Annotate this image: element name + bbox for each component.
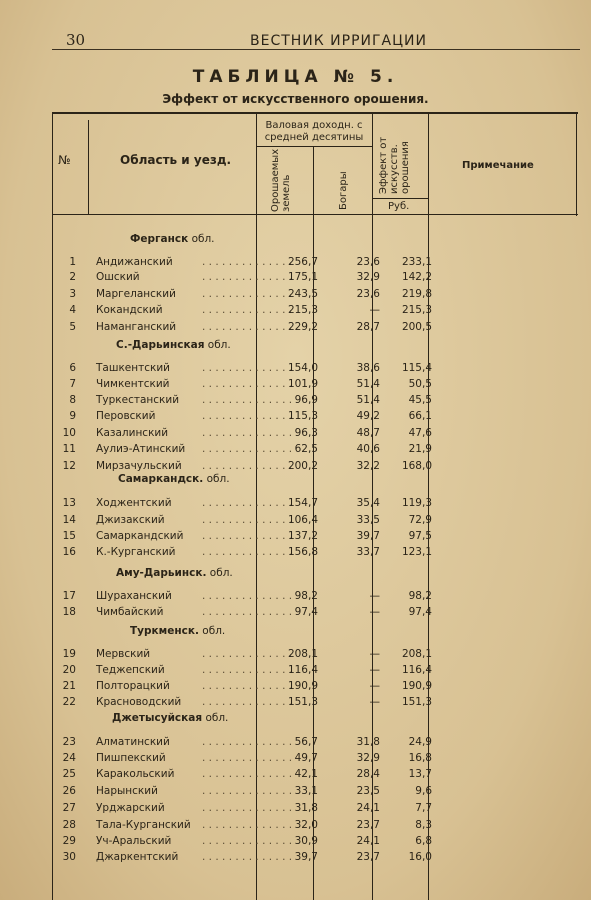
bogara-income: 28,7 — [356, 321, 380, 333]
district-name: Нарынский — [96, 785, 158, 797]
irrigation-effect: 208,1 — [401, 648, 432, 660]
group-heading — [116, 567, 233, 579]
table-row — [52, 851, 576, 867]
leader-dots: . . . . . . . . . . . . . . — [202, 590, 293, 602]
irrigated-income: 200,2 — [287, 460, 318, 472]
bogara-income: 40,6 — [356, 443, 380, 455]
bogara-income: 23,6 — [356, 256, 380, 268]
leader-dots: . . . . . . . . . . . . . . — [202, 606, 293, 618]
irrigated-income: 33,1 — [294, 785, 318, 797]
bogara-income: 32,2 — [356, 460, 380, 472]
leader-dots: . . . . . . . . . . . . . . — [202, 394, 293, 406]
irrigated-income: 175,1 — [287, 271, 318, 283]
row-number: 17 — [62, 590, 76, 602]
row-number: 12 — [62, 460, 76, 472]
irrigated-income: 62,5 — [294, 443, 318, 455]
bogara-income: 32,9 — [356, 752, 380, 764]
row-number: 7 — [69, 378, 76, 390]
leader-dots: . . . . . . . . . . . . . . — [202, 443, 293, 455]
leader-dots: . . . . . . . . . . . . . . — [202, 696, 293, 708]
leader-dots: . . . . . . . . . . . . . . — [202, 768, 293, 780]
irrigated-income: 116,4 — [287, 664, 318, 676]
bogara-income: 28,4 — [356, 768, 380, 780]
row-number: 26 — [62, 785, 76, 797]
district-name: Чимбайский — [96, 606, 164, 618]
irrigation-effect: 16,0 — [408, 851, 432, 863]
bogara-income: 51,4 — [356, 394, 380, 406]
row-number: 6 — [69, 362, 76, 374]
gross-subhead-rule — [256, 146, 372, 147]
district-name: Урджарский — [96, 802, 165, 814]
irrigation-effect: 168,0 — [401, 460, 432, 472]
leader-dots: . . . . . . . . . . . . . . — [202, 362, 293, 374]
district-name: Ошский — [96, 271, 140, 283]
bogara-income: 33,5 — [356, 514, 380, 526]
irrigated-income: 256,7 — [287, 256, 318, 268]
row-number: 29 — [62, 835, 76, 847]
leader-dots: . . . . . . . . . . . . . . — [202, 304, 293, 316]
table-row — [52, 362, 576, 378]
district-name: Алматинский — [96, 736, 170, 748]
district-name: Андижанский — [96, 256, 173, 268]
row-number: 4 — [69, 304, 76, 316]
table-row — [52, 394, 576, 410]
group-suffix: обл. — [203, 473, 230, 485]
row-number: 11 — [62, 443, 76, 455]
row-number: 18 — [62, 606, 76, 618]
leader-dots: . . . . . . . . . . . . . . — [202, 785, 293, 797]
bogara-income: 24,1 — [356, 802, 380, 814]
irrigation-effect: 97,4 — [408, 606, 432, 618]
district-name: Ходжентский — [96, 497, 172, 509]
district-name: Пишпекский — [96, 752, 166, 764]
irrigated-income: 98,2 — [294, 590, 318, 602]
header-region: Область и уезд. — [120, 153, 232, 167]
table-title: ТАБЛИЦА № 5. — [192, 67, 399, 87]
leader-dots: . . . . . . . . . . . . . . — [202, 410, 293, 422]
header-gross-income: Валовая доходн. с средней десятины — [264, 120, 364, 143]
irrigation-effect: 47,6 — [408, 427, 432, 439]
table-row — [52, 256, 576, 272]
leader-dots: . . . . . . . . . . . . . . — [202, 546, 293, 558]
district-name: Ташкентский — [96, 362, 171, 374]
header-bogara — [338, 171, 349, 210]
row-number: 2 — [69, 271, 76, 283]
irrigation-effect: 9,6 — [415, 785, 432, 797]
irrigated-income: 96,3 — [294, 427, 318, 439]
district-name: Маргеланский — [96, 288, 176, 300]
row-number: 3 — [69, 288, 76, 300]
irrigation-effect: 66,1 — [408, 410, 432, 422]
table-row — [52, 785, 576, 801]
group-title: Туркменск. — [130, 625, 199, 637]
header-rule — [52, 49, 580, 50]
bogara-income: 51,4 — [356, 378, 380, 390]
table-right-rule — [576, 112, 577, 216]
irrigated-income: 137,2 — [287, 530, 318, 542]
irrigated-income: 32,0 — [294, 819, 318, 831]
table-row — [52, 271, 576, 287]
district-name: Уч-Аральский — [96, 835, 172, 847]
bogara-income: 49,2 — [356, 410, 380, 422]
district-name: Каракольский — [96, 768, 175, 780]
irrigation-effect: 123,1 — [401, 546, 432, 558]
group-title: С.-Дарьинская — [116, 339, 205, 351]
leader-dots: . . . . . . . . . . . . . . — [202, 648, 293, 660]
row-number: 24 — [62, 752, 76, 764]
group-title: Аму-Дарьинск. — [116, 567, 207, 579]
district-name: Джизакский — [96, 514, 165, 526]
bogara-income: — — [369, 606, 380, 618]
bogara-income: 39,7 — [356, 530, 380, 542]
row-number: 21 — [62, 680, 76, 692]
irrigated-income: 42,1 — [294, 768, 318, 780]
bogara-income: 31,8 — [356, 736, 380, 748]
irrigation-effect: 233,1 — [401, 256, 432, 268]
leader-dots: . . . . . . . . . . . . . . — [202, 378, 293, 390]
district-name: Красноводский — [96, 696, 182, 708]
row-number: 27 — [62, 802, 76, 814]
row-number: 9 — [69, 410, 76, 422]
group-suffix: обл. — [206, 567, 233, 579]
irrigated-income: 49,7 — [294, 752, 318, 764]
irrigated-income: 39,7 — [294, 851, 318, 863]
header-bogara-label: Богары — [338, 171, 349, 210]
header-irrigated-label: Орошаемых земель — [270, 148, 292, 212]
header-effect — [378, 122, 411, 194]
leader-dots: . . . . . . . . . . . . . . — [202, 427, 293, 439]
leader-dots: . . . . . . . . . . . . . . — [202, 802, 293, 814]
irrigation-effect: 200,5 — [401, 321, 432, 333]
table-row — [52, 590, 576, 606]
bogara-income: — — [369, 696, 380, 708]
row-number: 28 — [62, 819, 76, 831]
leader-dots: . . . . . . . . . . . . . . — [202, 819, 293, 831]
leader-dots: . . . . . . . . . . . . . . — [202, 460, 293, 472]
leader-dots: . . . . . . . . . . . . . . — [202, 288, 293, 300]
header-no: № — [58, 153, 71, 167]
district-name: Наманганский — [96, 321, 177, 333]
group-heading — [118, 473, 230, 485]
irrigation-effect: 98,2 — [408, 590, 432, 602]
row-number: 10 — [62, 427, 76, 439]
row-number: 19 — [62, 648, 76, 660]
irrigation-effect: 50,5 — [408, 378, 432, 390]
row-number: 15 — [62, 530, 76, 542]
district-name: Чимкентский — [96, 378, 170, 390]
table-row — [52, 696, 576, 712]
table-row — [52, 530, 576, 546]
district-name: Тала-Курганский — [96, 819, 191, 831]
group-heading — [130, 625, 225, 637]
district-name: К.-Курганский — [96, 546, 176, 558]
district-name: Теджепский — [96, 664, 165, 676]
bogara-income: — — [369, 680, 380, 692]
row-number: 23 — [62, 736, 76, 748]
irrigation-effect: 21,9 — [408, 443, 432, 455]
group-suffix: обл. — [198, 625, 226, 637]
table-row — [52, 427, 576, 443]
irrigation-effect: 219,8 — [401, 288, 432, 300]
bogara-income: — — [369, 648, 380, 660]
leader-dots: . . . . . . . . . . . . . . — [202, 680, 293, 692]
irrigation-effect: 151,3 — [401, 696, 432, 708]
irrigated-income: 154,7 — [287, 497, 318, 509]
leader-dots: . . . . . . . . . . . . . . — [202, 530, 293, 542]
group-suffix: обл. — [204, 339, 231, 351]
table-row — [52, 664, 576, 680]
bogara-income: 23,7 — [356, 851, 380, 863]
table-row — [52, 321, 576, 337]
irrigation-effect: 24,9 — [408, 736, 432, 748]
row-number: 13 — [62, 497, 76, 509]
row-number: 1 — [69, 256, 76, 268]
bogara-income: 23,5 — [356, 785, 380, 797]
header-effect-label: Эффект от искусств. орошения — [378, 136, 411, 194]
group-heading — [130, 233, 215, 245]
bogara-income: — — [369, 664, 380, 676]
bogara-income: 38,6 — [356, 362, 380, 374]
irrigation-effect: 16,8 — [408, 752, 432, 764]
leader-dots: . . . . . . . . . . . . . . — [202, 835, 293, 847]
irrigation-effect: 8,3 — [415, 819, 432, 831]
header-bottom-rule — [52, 214, 578, 215]
table-top-rule — [52, 112, 578, 114]
district-name: Самаркандский — [96, 530, 184, 542]
irrigation-effect: 45,5 — [408, 394, 432, 406]
table-row — [52, 378, 576, 394]
district-name: Джаркентский — [96, 851, 179, 863]
group-heading — [116, 339, 231, 351]
district-name: Перовский — [96, 410, 156, 422]
unit-rule — [372, 198, 428, 199]
district-name: Кокандский — [96, 304, 163, 316]
irrigation-effect: 97,5 — [408, 530, 432, 542]
irrigation-effect: 215,3 — [401, 304, 432, 316]
table-row — [52, 736, 576, 752]
table-row — [52, 304, 576, 320]
irrigated-income: 208,1 — [287, 648, 318, 660]
irrigated-income: 96,9 — [294, 394, 318, 406]
irrigated-income: 154,0 — [287, 362, 318, 374]
district-name: Мервский — [96, 648, 151, 660]
group-suffix: обл. — [202, 712, 229, 724]
leader-dots: . . . . . . . . . . . . . . — [202, 497, 293, 509]
irrigated-income: 106,4 — [287, 514, 318, 526]
district-name: Туркестанский — [96, 394, 180, 406]
irrigated-income: 190,9 — [287, 680, 318, 692]
irrigation-effect: 13,7 — [408, 768, 432, 780]
bogara-income: 23,7 — [356, 819, 380, 831]
leader-dots: . . . . . . . . . . . . . . — [202, 256, 293, 268]
table-row — [52, 514, 576, 530]
group-heading — [112, 712, 228, 724]
irrigated-income: 215,3 — [287, 304, 318, 316]
leader-dots: . . . . . . . . . . . . . . — [202, 752, 293, 764]
header-irrigated — [270, 150, 292, 212]
table-row — [52, 546, 576, 562]
table-row — [52, 768, 576, 784]
bogara-income: 48,7 — [356, 427, 380, 439]
row-number: 8 — [69, 394, 76, 406]
leader-dots: . . . . . . . . . . . . . . — [202, 321, 293, 333]
leader-dots: . . . . . . . . . . . . . . — [202, 514, 293, 526]
table-row — [52, 410, 576, 426]
leader-dots: . . . . . . . . . . . . . . — [202, 271, 293, 283]
irrigated-income: 115,3 — [287, 410, 318, 422]
irrigation-effect: 142,2 — [401, 271, 432, 283]
group-title: Джетысуйская — [112, 712, 203, 724]
row-number: 16 — [62, 546, 76, 558]
district-name: Мирзачульский — [96, 460, 182, 472]
group-title: Самаркандск. — [118, 473, 204, 485]
header-unit: Руб. — [388, 201, 410, 212]
table-row — [52, 648, 576, 664]
row-number: 20 — [62, 664, 76, 676]
irrigated-income: 243,5 — [287, 288, 318, 300]
irrigated-income: 31,8 — [294, 802, 318, 814]
table-subtitle: Эффект от искусственного орошения. — [162, 92, 429, 106]
bogara-income: — — [369, 304, 380, 316]
bogara-income: — — [369, 590, 380, 602]
irrigated-income: 101,9 — [287, 378, 318, 390]
row-number: 22 — [62, 696, 76, 708]
irrigated-income: 151,3 — [287, 696, 318, 708]
district-name: Полторацкий — [96, 680, 170, 692]
header-note: Примечание — [462, 160, 534, 171]
table-row — [52, 606, 576, 622]
irrigation-effect: 72,9 — [408, 514, 432, 526]
irrigation-effect: 190,9 — [401, 680, 432, 692]
district-name: Аулиэ-Атинский — [96, 443, 186, 455]
table-row — [52, 819, 576, 835]
bogara-income: 33,7 — [356, 546, 380, 558]
bogara-income: 23,6 — [356, 288, 380, 300]
irrigation-effect: 7,7 — [415, 802, 432, 814]
table-row — [52, 680, 576, 696]
bogara-income: 35,4 — [356, 497, 380, 509]
row-number: 14 — [62, 514, 76, 526]
running-title: ВЕСТНИК ИРРИГАЦИИ — [250, 33, 427, 49]
irrigated-income: 156,8 — [287, 546, 318, 558]
district-name: Казалинский — [96, 427, 169, 439]
group-suffix: обл. — [188, 233, 215, 245]
table-row — [52, 443, 576, 459]
group-title: Ферганск — [130, 233, 189, 245]
col-rule-no — [88, 120, 89, 214]
irrigation-effect: 116,4 — [401, 664, 432, 676]
leader-dots: . . . . . . . . . . . . . . — [202, 851, 293, 863]
table-row — [52, 752, 576, 768]
district-name: Шураханский — [96, 590, 172, 602]
irrigated-income: 30,9 — [294, 835, 318, 847]
irrigated-income: 229,2 — [287, 321, 318, 333]
leader-dots: . . . . . . . . . . . . . . — [202, 736, 293, 748]
row-number: 30 — [62, 851, 76, 863]
irrigation-effect: 119,3 — [401, 497, 432, 509]
irrigation-effect: 115,4 — [401, 362, 432, 374]
table-row — [52, 288, 576, 304]
row-number: 25 — [62, 768, 76, 780]
irrigated-income: 97,4 — [294, 606, 318, 618]
row-number: 5 — [69, 321, 76, 333]
bogara-income: 24,1 — [356, 835, 380, 847]
irrigation-effect: 6,8 — [415, 835, 432, 847]
leader-dots: . . . . . . . . . . . . . . — [202, 664, 293, 676]
table-row — [52, 835, 576, 851]
bogara-income: 32,9 — [356, 271, 380, 283]
page-number: 30 — [66, 31, 86, 49]
table-row — [52, 802, 576, 818]
table-row — [52, 497, 576, 513]
irrigated-income: 56,7 — [294, 736, 318, 748]
